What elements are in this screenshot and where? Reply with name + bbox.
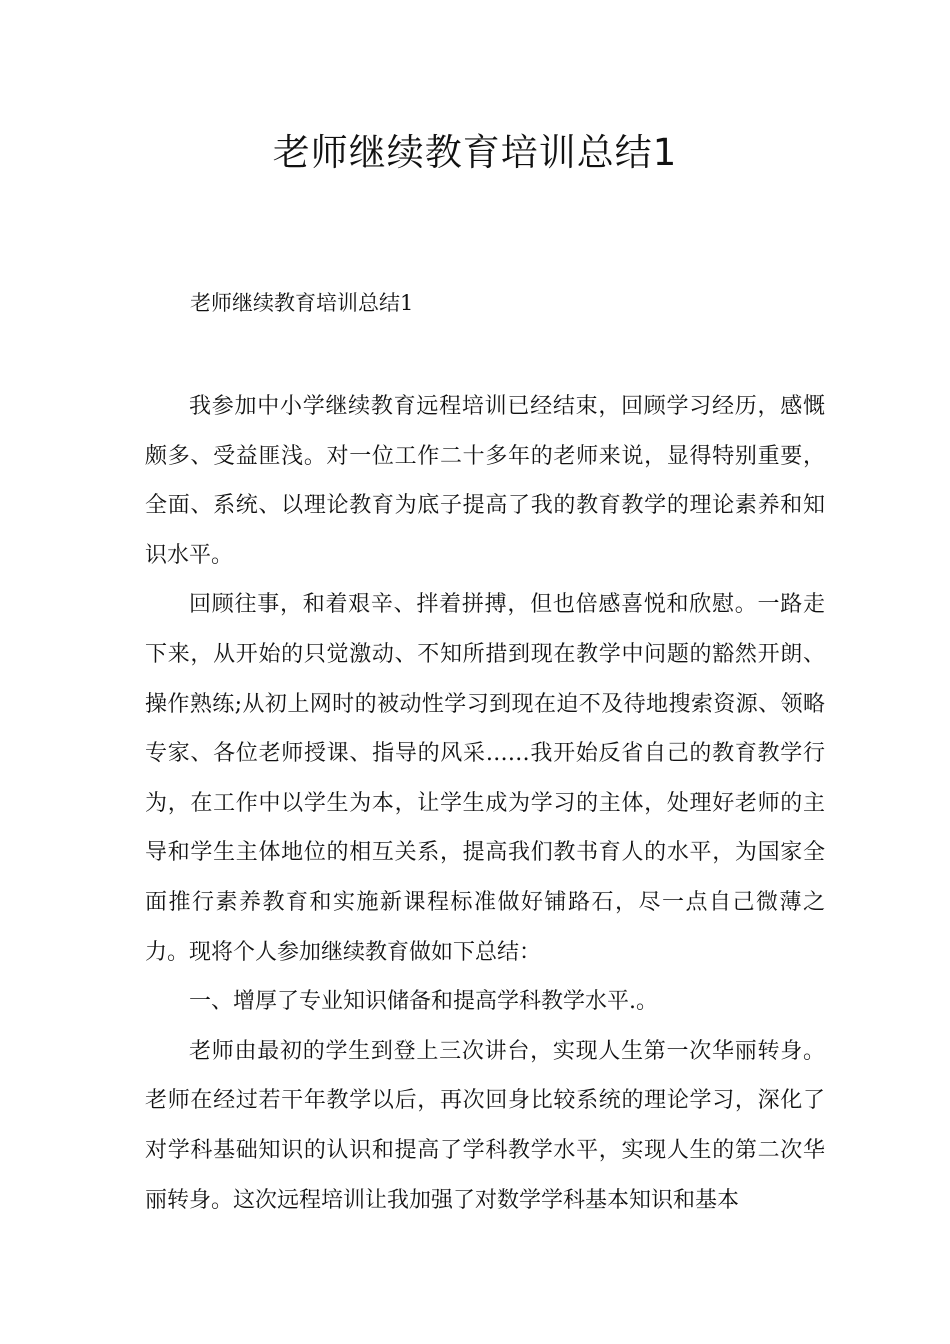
paragraph: 一、增厚了专业知识储备和提高学科教学水平.。 [189,989,658,1015]
document-body [145,382,825,1225]
paragraph: 回顾往事，和着艰辛、拌着拼搏，但也倍感喜悦和欣慰。一路走下来，从开始的只觉激动、不知所措到现在教学中问题的豁然开朗、操作熟练;从初上网时的被动性学习到现在迫不及待地搜索资源、领略专家、各位老师授课、指导的风采……我开始反省自己的教育教学行为，在工作中以学生为本，让学生成为学习的主体，处理好老师的主导和学生主体地位的相互关系，提高我们教书育人的水平，为国家全面推行素养教育和实施新课程标准做好铺路石，尽一点自己微薄之力。现将个人参加继续教育做如下总结： [145,592,825,965]
paragraph: 老师由最初的学生到登上三次讲台，实现人生第一次华丽转身。老师在经过若干年教学以后，再次回身比较系统的理论学习，深化了对学科基础知识的认识和提高了学科教学水平，实现人生的第二次华丽转身。这次远程培训让我加强了对数学学科基本知识和基本 [145,1038,825,1213]
paragraph: 我参加中小学继续教育远程培训已经结束，回顾学习经历，感慨颇多、受益匪浅。对一位工作二十多年的老师来说，显得特别重要，全面、系统、以理论教育为底子提高了我的教育教学的理论素养和知识水平。 [145,394,825,568]
document-title: 老师继续教育培训总结1 [272,131,678,174]
document-subtitle: 老师继续教育培训总结1 [190,291,414,315]
